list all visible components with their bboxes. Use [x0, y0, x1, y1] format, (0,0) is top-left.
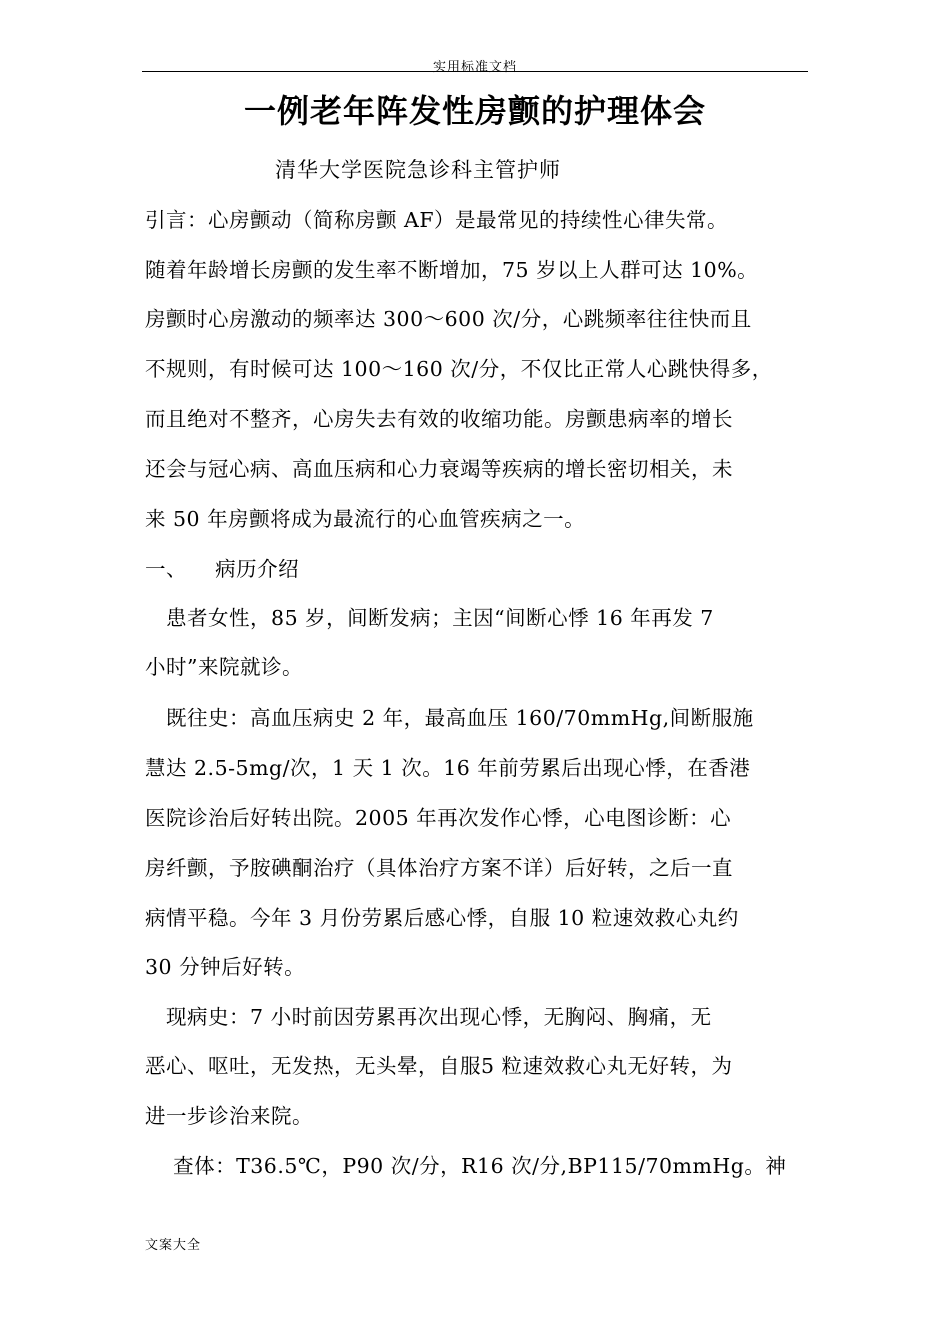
text-line: 现病史：7 小时前因劳累再次出现心悸，无胸闷、胸痛，无 [145, 1005, 712, 1029]
text-line: 医院诊治后好转出院。2005 年再次发作心悸，心电图诊断：心 [145, 806, 732, 830]
text-line: 病情平稳。今年 3 月份劳累后感心悸，自服 10 粒速效救心丸约 [145, 906, 739, 930]
text-line: 还会与冠心病、高血压病和心力衰竭等疾病的增长密切相关，未 [145, 457, 733, 481]
page-footer: 文案大全 [145, 1238, 202, 1253]
section-heading: 一、 病历介绍 [145, 557, 300, 581]
header-rule [142, 71, 808, 72]
text-line: 引言：心房颤动（简称房颤 AF）是最常见的持续性心律失常。 [145, 208, 729, 232]
text-line: 来 50 年房颤将成为最流行的心血管疾病之一。 [145, 507, 586, 531]
text-line: 患者女性，85 岁，间断发病；主因“间断心悸 16 年再发 7 [145, 606, 714, 630]
text-line: 不规则，有时候可达 100～160 次/分，不仅比正常人心跳快得多， [145, 357, 773, 381]
text-line: 慧达 2.5-5mg/次，1 天 1 次。16 年前劳累后出现心悸，在香港 [145, 756, 751, 780]
header-text: 实用标准文档 [432, 60, 517, 75]
text-line: 房颤时心房激动的频率达 300～600 次/分，心跳频率往往快而且 [145, 307, 752, 331]
text-line: 进一步诊治来院。 [145, 1104, 313, 1128]
text-line: 小时”来院就诊。 [145, 655, 303, 679]
text-line: 既往史：高血压病史 2 年，最高血压 160/70mmHg,间断服施 [145, 706, 754, 730]
text-line: 而且绝对不整齐，心房失去有效的收缩功能。房颤患病率的增长 [145, 407, 733, 431]
author-line: 清华大学医院急诊科主管护师 [275, 158, 561, 182]
text-line: 30 分钟后好转。 [145, 955, 306, 979]
text-line: 恶心、呕吐，无发热，无头晕，自服5 粒速效救心丸无好转，为 [145, 1054, 733, 1078]
text-line: 查体：T36.5℃，P90 次/分，R16 次/分,BP115/70mmHg。神 [145, 1154, 787, 1178]
document-title: 一例老年阵发性房颤的护理体会 [243, 92, 706, 130]
text-line: 房纤颤，予胺碘酮治疗（具体治疗方案不详）后好转，之后一直 [145, 856, 733, 880]
text-line: 随着年龄增长房颤的发生率不断增加，75 岁以上人群可达 10%。 [145, 258, 759, 282]
